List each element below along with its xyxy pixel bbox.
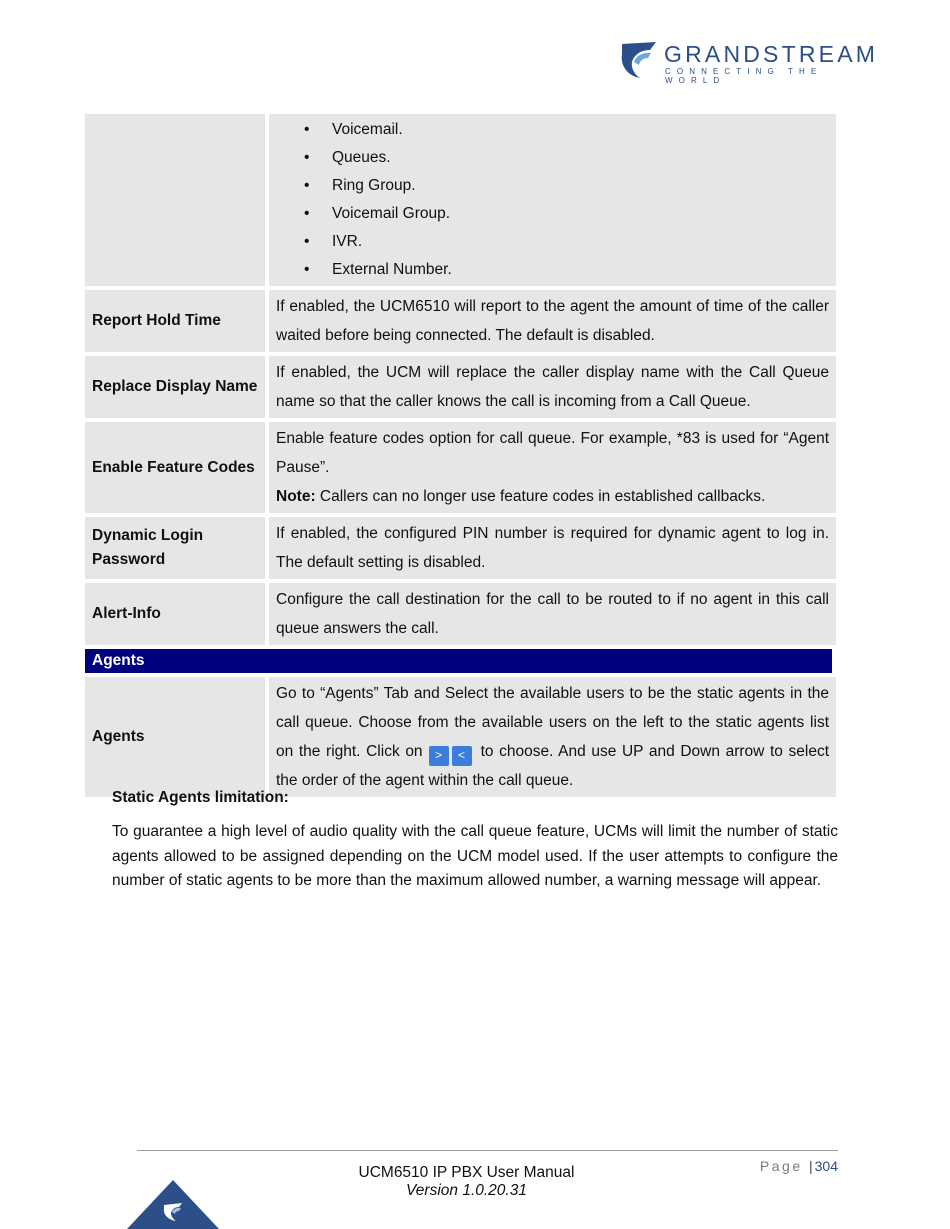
description-cell: Configure the call destination for the call to be routed to if no agent in this call queue answers the call. <box>269 583 836 649</box>
grandstream-logo-mark-icon <box>620 40 658 80</box>
destination-list <box>276 116 829 284</box>
description-cell <box>269 422 836 517</box>
list-item: • Voicemail. <box>332 116 829 144</box>
description-cell: If enabled, the configured PIN number is required for dynamic agent to log in. The default setting is disabled. <box>269 517 836 583</box>
grandstream-logo <box>620 40 879 85</box>
table-row <box>85 290 836 356</box>
description-text: Enable feature codes option for call queue. For example, *83 is used for “Agent Pause”. <box>276 430 829 476</box>
arrow-buttons <box>429 737 475 766</box>
footer-divider <box>137 1150 838 1151</box>
list-item: • Ring Group. <box>332 172 829 200</box>
grandstream-corner-icon <box>126 1179 220 1229</box>
limitation-title: Static Agents limitation: <box>112 789 289 806</box>
page-separator: | <box>809 1158 813 1174</box>
note-label: Note: <box>276 488 316 505</box>
list-item: • Voicemail Group. <box>332 200 829 228</box>
parameter-cell: Enable Feature Codes <box>85 422 269 517</box>
parameter-cell: Dynamic Login Password <box>85 517 269 583</box>
page-label: Page <box>759 1158 803 1174</box>
description-cell <box>269 114 836 290</box>
move-right-button-icon: > <box>429 746 449 766</box>
table-row <box>85 422 836 517</box>
limitation-body: To guarantee a high level of audio quality with the call queue feature, UCMs will limit the number of static agents allowed to be assigned depending on the UCM model used. If the user attempts to configure the number of static agents to be more than the maximum allowed number, a warning message will appear. <box>112 823 838 889</box>
table-row <box>85 114 836 290</box>
description-cell: If enabled, the UCM6510 will report to the agent the amount of time of the caller waited before being connected. The default is disabled. <box>269 290 836 356</box>
table-row <box>85 517 836 583</box>
list-item: • IVR. <box>332 228 829 256</box>
brand-name: GRANDSTREAM <box>664 41 879 67</box>
parameter-cell: Agents <box>85 677 269 801</box>
manual-title: UCM6510 IP PBX User Manual <box>358 1164 575 1181</box>
table-row <box>85 583 836 649</box>
note-text: Callers can no longer use feature codes in established callbacks. <box>315 488 766 505</box>
manual-version: Version 1.0.20.31 <box>406 1182 527 1199</box>
description-text: Go to “Agents” Tab and Select the available users to be the static agents in the call queue. Choose from the available users on the left to the static agents list on the right. Click on <box>276 685 829 760</box>
description-cell <box>269 677 836 801</box>
section-header-row <box>85 649 836 677</box>
move-left-button-icon: < <box>452 746 472 766</box>
description-text: to choose. And use UP and Down arrow to select the order of the agent within the call queue. <box>276 743 829 789</box>
brand-tagline: CONNECTING THE WORLD <box>665 67 823 85</box>
table-row <box>85 677 836 801</box>
parameter-cell <box>85 114 269 290</box>
parameter-cell: Report Hold Time <box>85 290 269 356</box>
parameter-cell: Alert-Info <box>85 583 269 649</box>
page-number-value: 304 <box>814 1158 838 1174</box>
table-row <box>85 356 836 422</box>
list-item: • External Number. <box>332 256 829 284</box>
section-header: Agents <box>85 649 836 677</box>
parameter-cell: Replace Display Name <box>85 356 269 422</box>
list-item: • Queues. <box>332 144 829 172</box>
description-cell: If enabled, the UCM will replace the caller display name with the Call Queue name so that the caller knows the call is incoming from a Call Queue. <box>269 356 836 422</box>
parameter-table <box>85 114 836 801</box>
